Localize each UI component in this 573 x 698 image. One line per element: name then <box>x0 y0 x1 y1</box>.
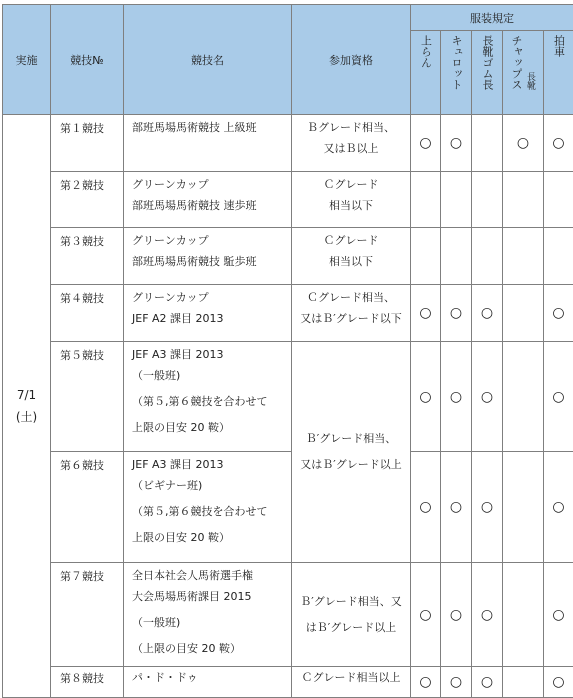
header-number: 競技№ <box>51 5 124 115</box>
header-dress-boots: 長靴ゴム長 <box>472 31 503 115</box>
header-name: 競技名 <box>124 5 292 115</box>
table-row <box>3 172 573 228</box>
mark-cell <box>472 172 503 228</box>
table-row <box>3 667 573 698</box>
competition-number: 第７競技 <box>51 563 124 667</box>
weekday-text: (土) <box>3 406 50 428</box>
competition-name: JEF A3 課目 2013 （一般班) （第５,第６競技を合わせて 上限の目安 20 鞍） <box>124 342 292 452</box>
mark-cell: ○ <box>411 667 441 698</box>
header-qualification: 参加資格 <box>292 5 411 115</box>
qualification: Ｂグレード相当、 又はＢ以上 <box>292 115 411 172</box>
mark-cell: ○ <box>544 563 573 667</box>
header-dress-breeches: キュロット <box>441 31 472 115</box>
mark-cell <box>544 228 573 285</box>
qualification: Ｃグレード相当、 又はＢ′グレード以下 <box>292 285 411 342</box>
mark-cell <box>472 115 503 172</box>
mark-cell <box>503 452 544 563</box>
competition-number: 第２競技 <box>51 172 124 228</box>
competition-number: 第５競技 <box>51 342 124 452</box>
mark-cell: ○ <box>472 563 503 667</box>
mark-cell: ○ <box>544 452 573 563</box>
mark-cell <box>503 342 544 452</box>
competition-number: 第６競技 <box>51 452 124 563</box>
competition-number: 第１競技 <box>51 115 124 172</box>
header-dress-chaps: チャップス 長靴 <box>503 31 544 115</box>
table-row <box>3 285 573 342</box>
mark-cell: ○ <box>472 342 503 452</box>
competition-name: JEF A3 課目 2013 （ビギナー班) （第５,第６競技を合わせて 上限の目安 20 鞍） <box>124 452 292 563</box>
header-dress-jacket: 上らん <box>411 31 441 115</box>
header-dress-spurs: 拍車 <box>544 31 573 115</box>
qualification: Ｂ′グレード相当、又 はＢ′グレード以上 <box>292 563 411 667</box>
header-dress-group: 服装規定 <box>411 5 573 31</box>
mark-cell <box>503 285 544 342</box>
qualification: Ｃグレード 相当以下 <box>292 228 411 285</box>
competition-table <box>2 4 573 698</box>
mark-cell: ○ <box>472 667 503 698</box>
mark-cell: ○ <box>472 285 503 342</box>
table-row <box>3 115 573 172</box>
mark-cell <box>472 228 503 285</box>
table-row <box>3 452 573 563</box>
mark-cell <box>503 172 544 228</box>
mark-cell: ○ <box>411 563 441 667</box>
date-text: 7/1 <box>3 384 50 406</box>
mark-cell: ○ <box>472 452 503 563</box>
mark-cell: ○ <box>411 342 441 452</box>
mark-cell: ○ <box>441 115 472 172</box>
mark-cell <box>503 228 544 285</box>
mark-cell: ○ <box>411 115 441 172</box>
competition-number: 第４競技 <box>51 285 124 342</box>
competition-name: グリーンカップ 部班馬場馬術競技 駈歩班 <box>124 228 292 285</box>
table-row <box>3 342 573 452</box>
mark-cell: ○ <box>544 285 573 342</box>
mark-cell: ○ <box>441 563 472 667</box>
table-row <box>3 563 573 667</box>
mark-cell: ○ <box>441 342 472 452</box>
mark-cell <box>544 172 573 228</box>
mark-cell: ○ <box>441 667 472 698</box>
date-cell <box>3 115 51 698</box>
qualification: Ｃグレード相当以上 <box>292 667 411 698</box>
qualification: Ｃグレード 相当以下 <box>292 172 411 228</box>
mark-cell: ○ <box>544 342 573 452</box>
mark-cell: ○ <box>544 115 573 172</box>
competition-name: グリーンカップ JEF A2 課目 2013 <box>124 285 292 342</box>
competition-name: パ・ド・ドゥ <box>124 667 292 698</box>
qualification-shared: Ｂ′グレード相当、 又はＢ′グレード以上 <box>292 342 411 563</box>
competition-name: 全日本社会人馬術選手権 大会馬場馬術課目 2015 （一般班) （上限の目安 20 鞍） <box>124 563 292 667</box>
mark-cell: ○ <box>441 452 472 563</box>
mark-cell: ○ <box>544 667 573 698</box>
competition-number: 第８競技 <box>51 667 124 698</box>
mark-cell <box>441 172 472 228</box>
mark-cell: ○ <box>441 285 472 342</box>
mark-cell: ○ <box>411 285 441 342</box>
header-date: 実施 <box>3 5 51 115</box>
mark-cell: ○ <box>503 115 544 172</box>
mark-cell <box>503 667 544 698</box>
table-row <box>3 228 573 285</box>
mark-cell <box>441 228 472 285</box>
competition-number: 第３競技 <box>51 228 124 285</box>
mark-cell <box>503 563 544 667</box>
mark-cell: ○ <box>411 452 441 563</box>
mark-cell <box>411 228 441 285</box>
competition-name: 部班馬場馬術競技 上級班 <box>124 115 292 172</box>
mark-cell <box>411 172 441 228</box>
competition-name: グリーンカップ 部班馬場馬術競技 速歩班 <box>124 172 292 228</box>
